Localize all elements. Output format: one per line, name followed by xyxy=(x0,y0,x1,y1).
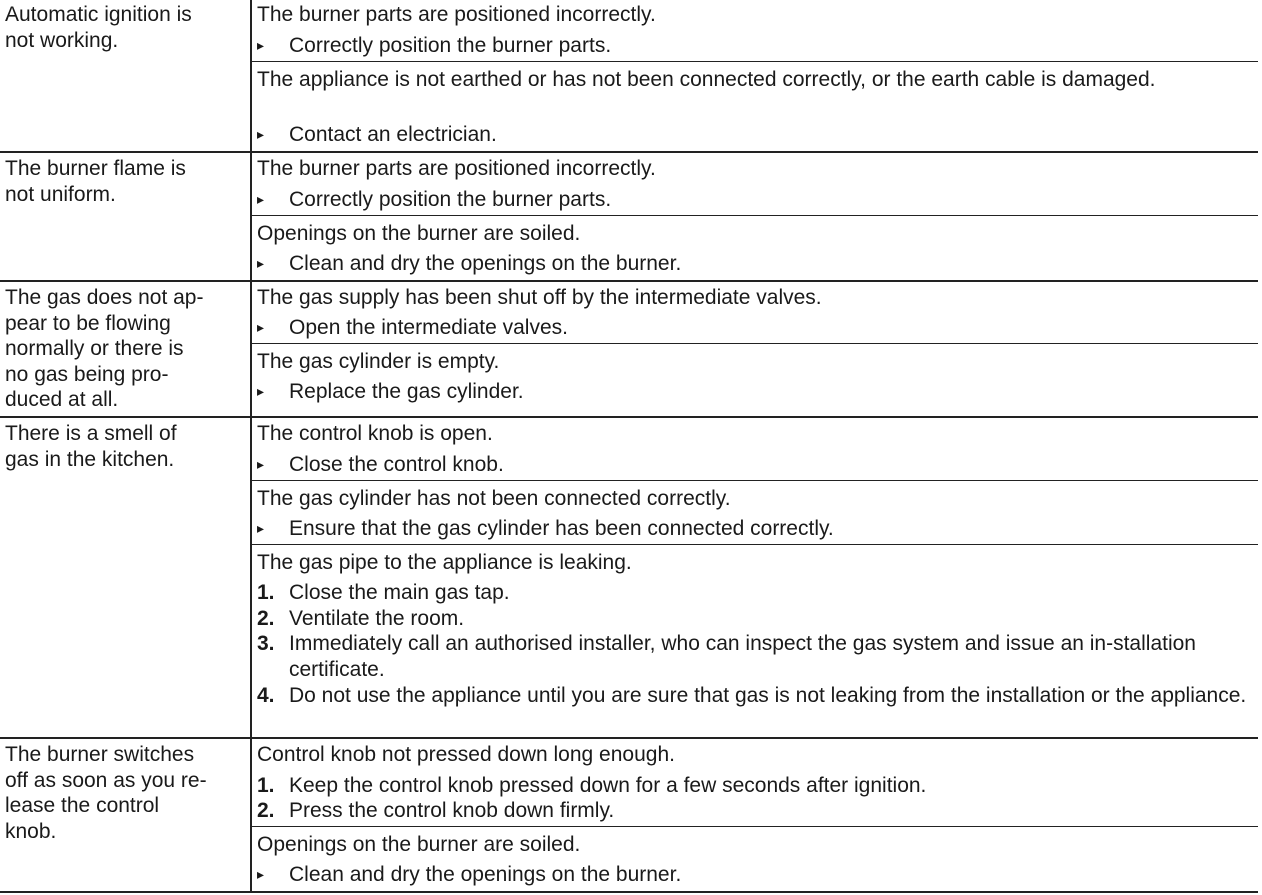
remedy-item xyxy=(257,315,1257,341)
cause-text: The gas supply has been shut off by the intermediate valves. xyxy=(257,286,822,309)
arrow-bullet-icon: ▸ xyxy=(257,191,265,207)
cause-text: Control knob not pressed down long enough. xyxy=(257,743,675,766)
problem-text: There is a smell of gas in the kitchen. xyxy=(5,422,177,471)
arrow-bullet-icon: ▸ xyxy=(257,383,265,399)
remedy-item xyxy=(257,773,1257,799)
arrow-bullet-icon: ▸ xyxy=(257,255,265,271)
cause-text: The gas pipe to the appliance is leaking. xyxy=(257,551,632,574)
remedy-text: Close the main gas tap. xyxy=(289,581,510,604)
remedy-item xyxy=(257,798,1257,824)
remedy-item xyxy=(257,452,1257,478)
remedy-text: Clean and dry the openings on the burner. xyxy=(289,252,682,275)
problem-text: The burner switches off as soon as you re- lease the control knob. xyxy=(5,743,207,843)
row-divider xyxy=(0,416,1258,418)
cause-text: The control knob is open. xyxy=(257,422,493,445)
remedy-text: Clean and dry the openings on the burner. xyxy=(289,863,682,886)
cause-text: The burner parts are positioned incorrectly. xyxy=(257,3,656,26)
column-divider xyxy=(250,0,252,893)
problem-text: The gas does not ap- pear to be flowing normally or there is no gas being pro- duced at all. xyxy=(5,286,204,411)
remedy-item xyxy=(257,251,1257,277)
remedy-text: Keep the control knob pressed down for a few seconds after ignition. xyxy=(289,774,927,797)
step-number: 2. xyxy=(257,607,275,630)
remedy-text: Press the control knob down firmly. xyxy=(289,799,615,822)
row-divider xyxy=(0,151,1258,153)
cause-divider xyxy=(252,61,1258,62)
remedy-text: Ensure that the gas cylinder has been connected correctly. xyxy=(289,517,834,540)
cause-text: The gas cylinder has not been connected correctly. xyxy=(257,487,731,510)
remedy-item xyxy=(257,516,1257,542)
problem-text: Automatic ignition is not working. xyxy=(5,3,192,52)
remedy-item xyxy=(257,606,1257,632)
cause-text: Openings on the burner are soiled. xyxy=(257,222,581,245)
step-number: 3. xyxy=(257,632,275,655)
remedy-item xyxy=(257,33,1257,59)
cause-text: The burner parts are positioned incorrectly. xyxy=(257,157,656,180)
arrow-bullet-icon: ▸ xyxy=(257,866,265,882)
remedy-text: Correctly position the burner parts. xyxy=(289,188,612,211)
cause-divider xyxy=(252,826,1258,827)
arrow-bullet-icon: ▸ xyxy=(257,319,265,335)
remedy-text: Open the intermediate valves. xyxy=(289,316,568,339)
remedy-text: Ventilate the room. xyxy=(289,607,465,630)
arrow-bullet-icon: ▸ xyxy=(257,456,265,472)
cause-text: Openings on the burner are soiled. xyxy=(257,833,581,856)
step-number: 4. xyxy=(257,684,275,707)
step-number: 2. xyxy=(257,799,275,822)
remedy-item xyxy=(257,187,1257,213)
row-divider xyxy=(0,891,1258,893)
cause-text: The appliance is not earthed or has not been connected correctly, or the earth cable is damaged. xyxy=(257,68,1156,91)
cause-divider xyxy=(252,343,1258,344)
remedy-text: Do not use the appliance until you are sure that gas is not leaking from the installation or the appliance. xyxy=(289,684,1247,707)
remedy-item xyxy=(257,631,1257,683)
remedy-text: Contact an electrician. xyxy=(289,123,497,146)
cause-divider xyxy=(252,544,1258,545)
remedy-item xyxy=(257,862,1257,888)
arrow-bullet-icon: ▸ xyxy=(257,520,265,536)
remedy-item xyxy=(257,122,1257,148)
remedy-text: Close the control knob. xyxy=(289,453,504,476)
remedy-text: Immediately call an authorised installer, who can inspect the gas system and issue an in-stallation certificate. xyxy=(289,632,1196,681)
cause-text: The gas cylinder is empty. xyxy=(257,350,500,373)
remedy-text: Replace the gas cylinder. xyxy=(289,380,524,403)
remedy-item xyxy=(257,580,1257,606)
step-number: 1. xyxy=(257,774,275,797)
cause-divider xyxy=(252,215,1258,216)
row-divider xyxy=(0,737,1258,739)
cause-divider xyxy=(252,480,1258,481)
step-number: 1. xyxy=(257,581,275,604)
row-divider xyxy=(0,280,1258,282)
remedy-item xyxy=(257,379,1257,405)
remedy-text: Correctly position the burner parts. xyxy=(289,34,612,57)
arrow-bullet-icon: ▸ xyxy=(257,126,265,142)
remedy-item xyxy=(257,683,1257,735)
problem-text: The burner flame is not uniform. xyxy=(5,157,186,206)
arrow-bullet-icon: ▸ xyxy=(257,37,265,53)
